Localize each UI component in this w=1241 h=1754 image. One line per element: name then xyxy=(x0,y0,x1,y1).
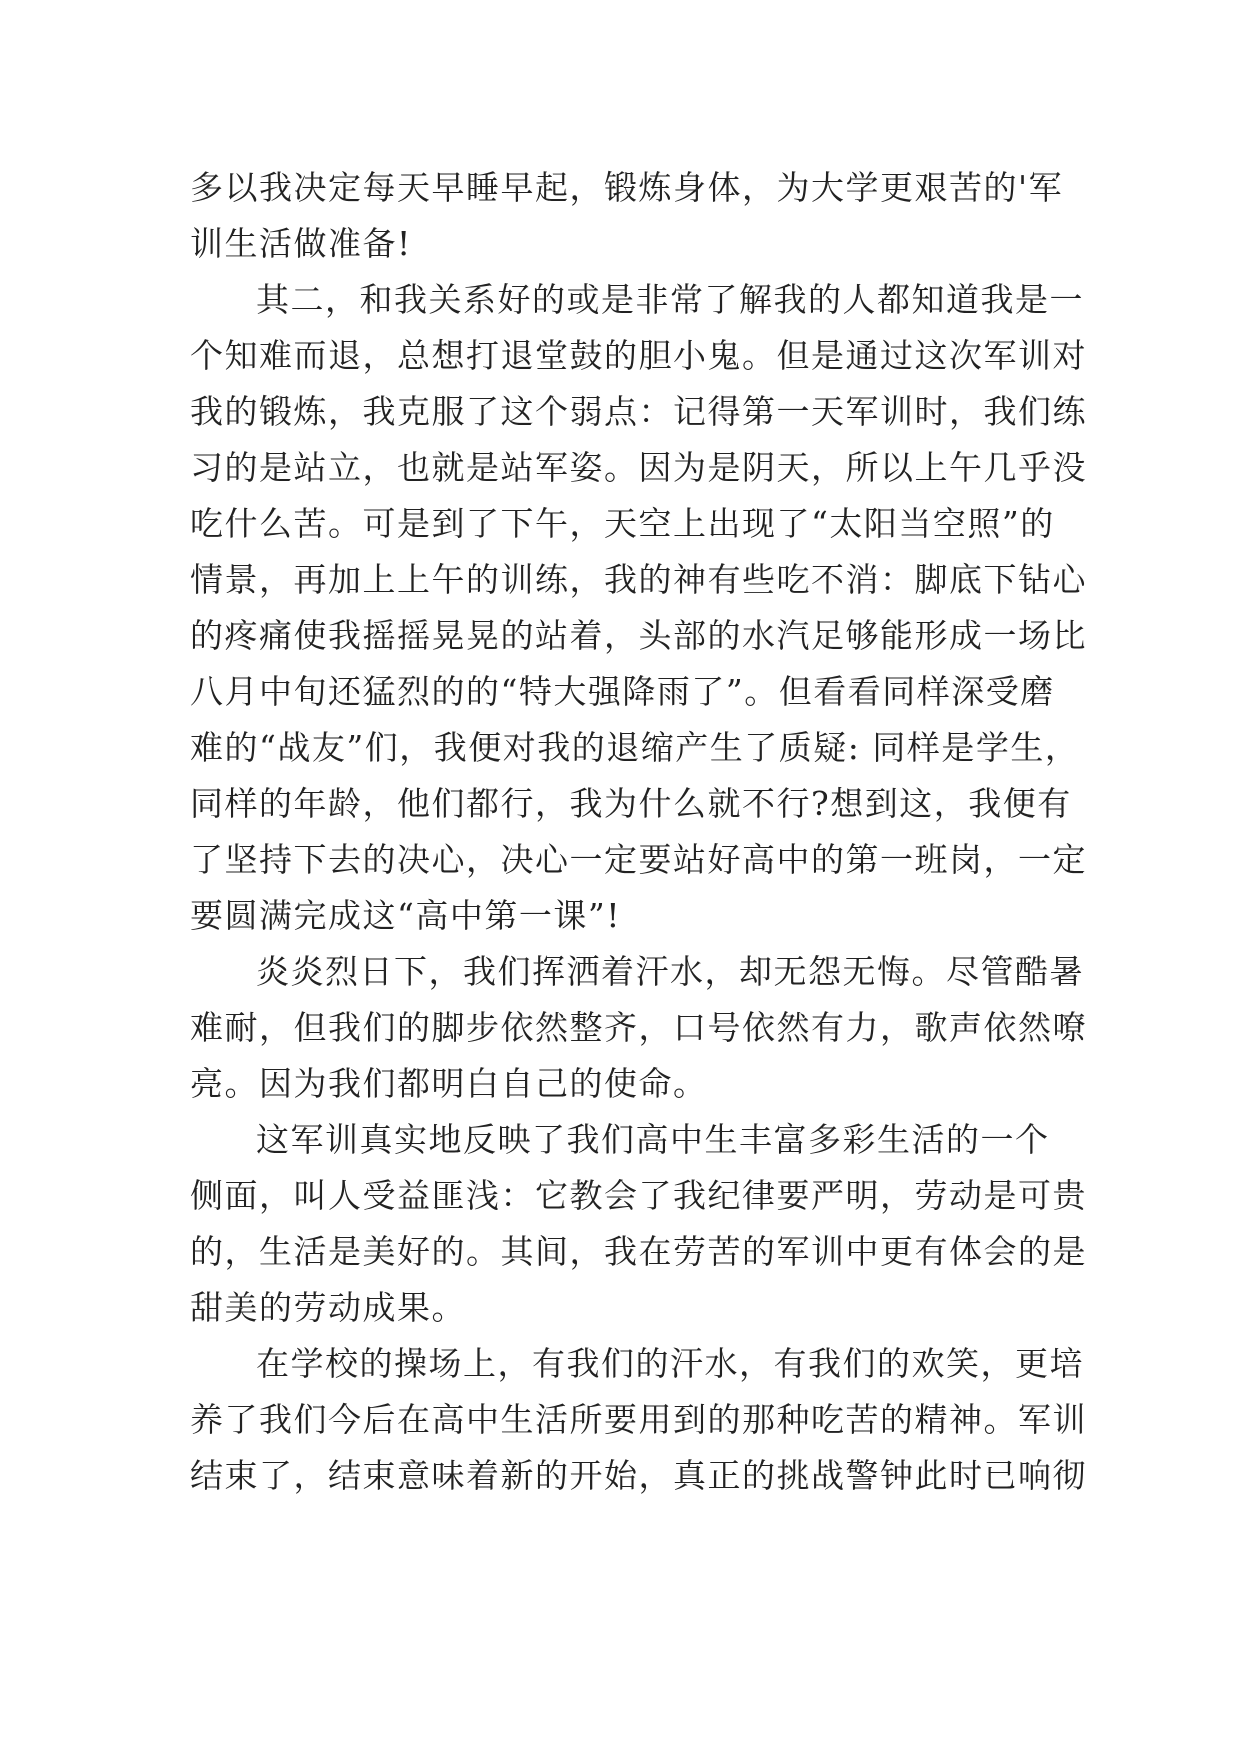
text-line: 了坚持下去的决心，决心一定要站好高中的第一班岗，一定 xyxy=(190,840,1087,879)
text-line: 难的“战友”们，我便对我的退缩产生了质疑: 同样是学生， xyxy=(190,728,1080,767)
text-line: 侧面，叫人受益匪浅：它教会了我纪律要严明，劳动是可贵 xyxy=(190,1176,1087,1215)
text-line: 养了我们今后在高中生活所要用到的那种吃苦的精神。军训 xyxy=(190,1400,1087,1439)
text-line: 结束了，结束意味着新的开始，真正的挑战警钟此时已响彻 xyxy=(190,1456,1087,1495)
text-line: 的疼痛使我摇摇晃晃的站着，头部的水汽足够能形成一场比 xyxy=(190,616,1087,655)
paragraph-start-line: 炎炎烈日下，我们挥洒着汗水，却无怨无悔。尽管酷暑 xyxy=(256,952,1084,991)
text-line: 情景，再加上上午的训练，我的神有些吃不消：脚底下钻心 xyxy=(190,560,1087,599)
text-line: 要圆满完成这“高中第一课”! xyxy=(190,896,622,935)
text-line: 难耐，但我们的脚步依然整齐，口号依然有力，歌声依然嘹 xyxy=(190,1008,1087,1047)
text-line: 我的锻炼，我克服了这个弱点：记得第一天军训时，我们练 xyxy=(190,392,1087,431)
text-line: 八月中旬还猛烈的的“特大强降雨了”。但看看同样深受磨 xyxy=(190,672,1055,711)
paragraph-start-line: 这军训真实地反映了我们高中生丰富多彩生活的一个 xyxy=(256,1120,1050,1159)
paragraph-start-line: 其二，和我关系好的或是非常了解我的人都知道我是一 xyxy=(256,280,1084,319)
text-line: 吃什么苦。可是到了下午，天空上出现了“太阳当空照”的 xyxy=(190,504,1055,543)
text-line: 亮。因为我们都明白自己的使命。 xyxy=(190,1064,708,1103)
text-line: 训生活做准备! xyxy=(190,224,412,263)
text-line: 多以我决定每天早睡早起，锻炼身体，为大学更艰苦的'军 xyxy=(190,168,1064,207)
text-line: 同样的年龄，他们都行，我为什么就不行?想到这，我便有 xyxy=(190,784,1072,823)
text-line: 的，生活是美好的。其间，我在劳苦的军训中更有体会的是 xyxy=(190,1232,1087,1271)
text-line: 个知难而退，总想打退堂鼓的胆小鬼。但是通过这次军训对 xyxy=(190,336,1087,375)
text-line: 习的是站立，也就是站军姿。因为是阴天，所以上午几乎没 xyxy=(190,448,1087,487)
text-line: 甜美的劳动成果。 xyxy=(190,1288,466,1327)
paragraph-start-line: 在学校的操场上，有我们的汗水，有我们的欢笑，更培 xyxy=(256,1344,1084,1383)
